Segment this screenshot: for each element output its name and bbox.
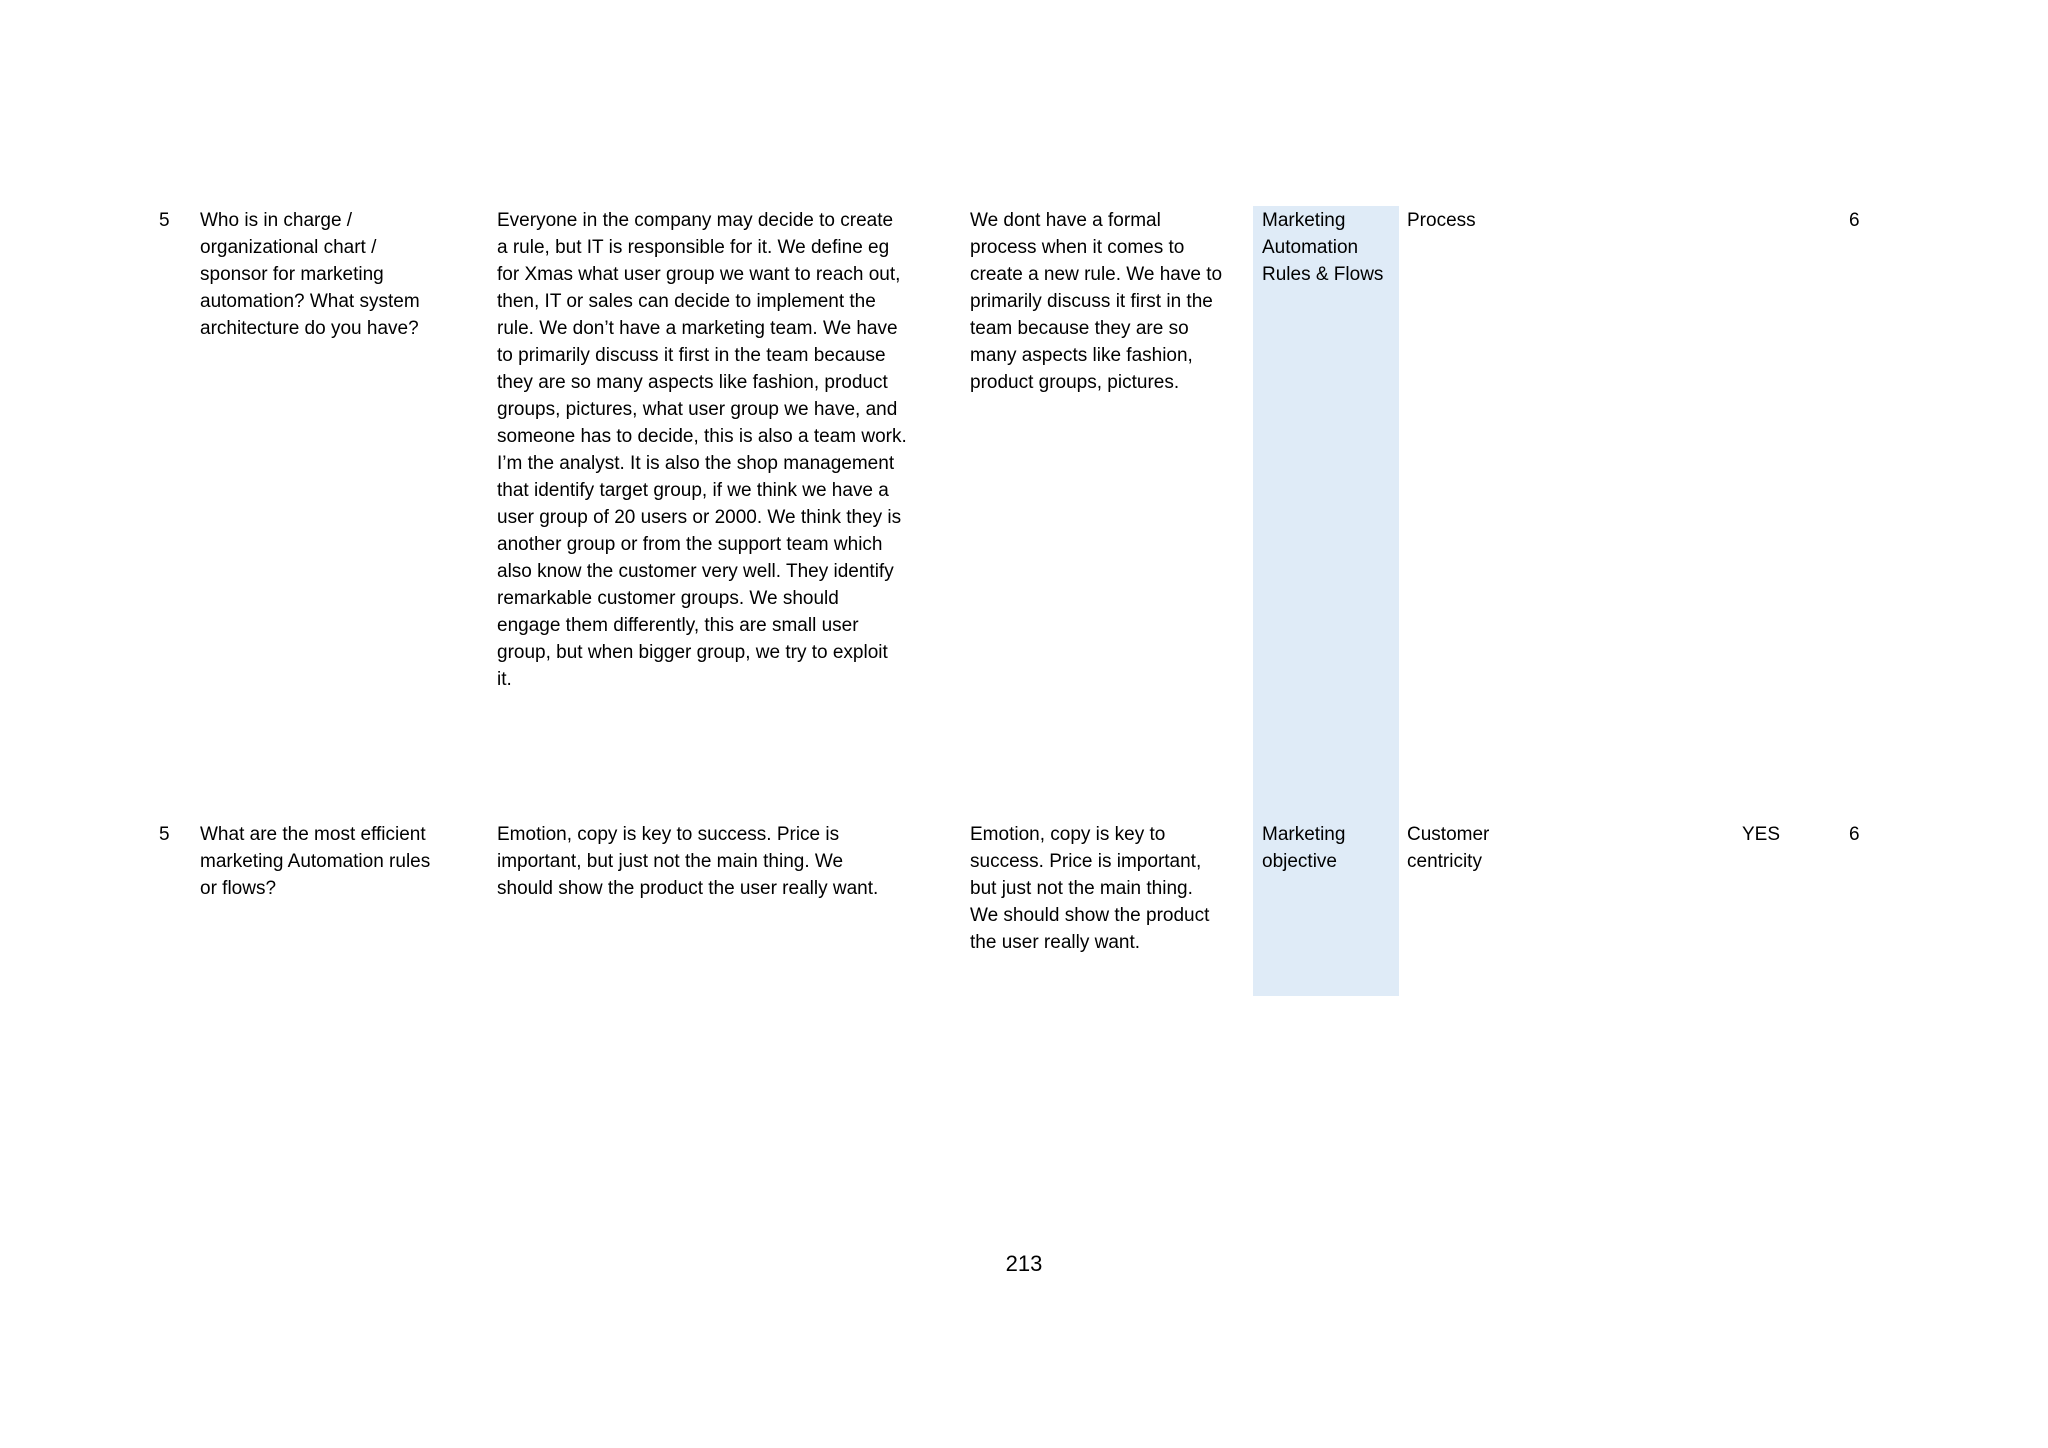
answer-summary-cell: We dont have a formal process when it comes to create a new rule. We have to primarily discuss it first in the team because they are so many aspects like fashion, product groups, pictures. [970, 210, 1223, 393]
row-number: 5 [159, 210, 170, 231]
score-cell: 6 [1849, 210, 1860, 231]
row-number: 5 [159, 824, 170, 845]
page-number: 213 [1005, 1251, 1043, 1276]
answer-full-cell: Everyone in the company may decide to create a rule, but IT is responsible for it. We define eg for Xmas what user group we want to reach out, then, IT or sales can decide to implement the rule. We don’t have a marketing team. We have to primarily discuss it first in the team because they are so many aspects like fashion, product groups, pictures, what user group we have, and someone has to decide, this is also a team work. I’m the analyst. It is also the shop management that identify target group, if we think we have a user group of 20 users or 2000. We think they is another group or from the support team which also know the customer very well. They identify remarkable customer groups. We should engage them differently, this are small user group, but when bigger group, we try to exploit it. [497, 210, 907, 690]
category-cell: Marketing objective [1262, 824, 1346, 872]
question-cell: Who is in charge / organizational chart / sponsor for marketing automation? What system architecture do you have? [200, 210, 420, 339]
answer-summary-cell: Emotion, copy is key to success. Price is important, but just not the main thing. We should show the product the user really want. [970, 824, 1210, 953]
score-cell: 6 [1849, 824, 1860, 845]
flag-cell: YES [1742, 824, 1781, 845]
answer-full-cell: Emotion, copy is key to success. Price is important, but just not the main thing. We should show the product the user really want. [497, 824, 879, 899]
code-cell: Customer centricity [1407, 824, 1490, 872]
code-cell: Process [1407, 210, 1476, 231]
question-cell: What are the most efficient marketing Automation rules or flows? [200, 824, 431, 899]
category-column-shading [1253, 206, 1399, 996]
category-cell: Marketing Automation Rules & Flows [1262, 210, 1384, 285]
